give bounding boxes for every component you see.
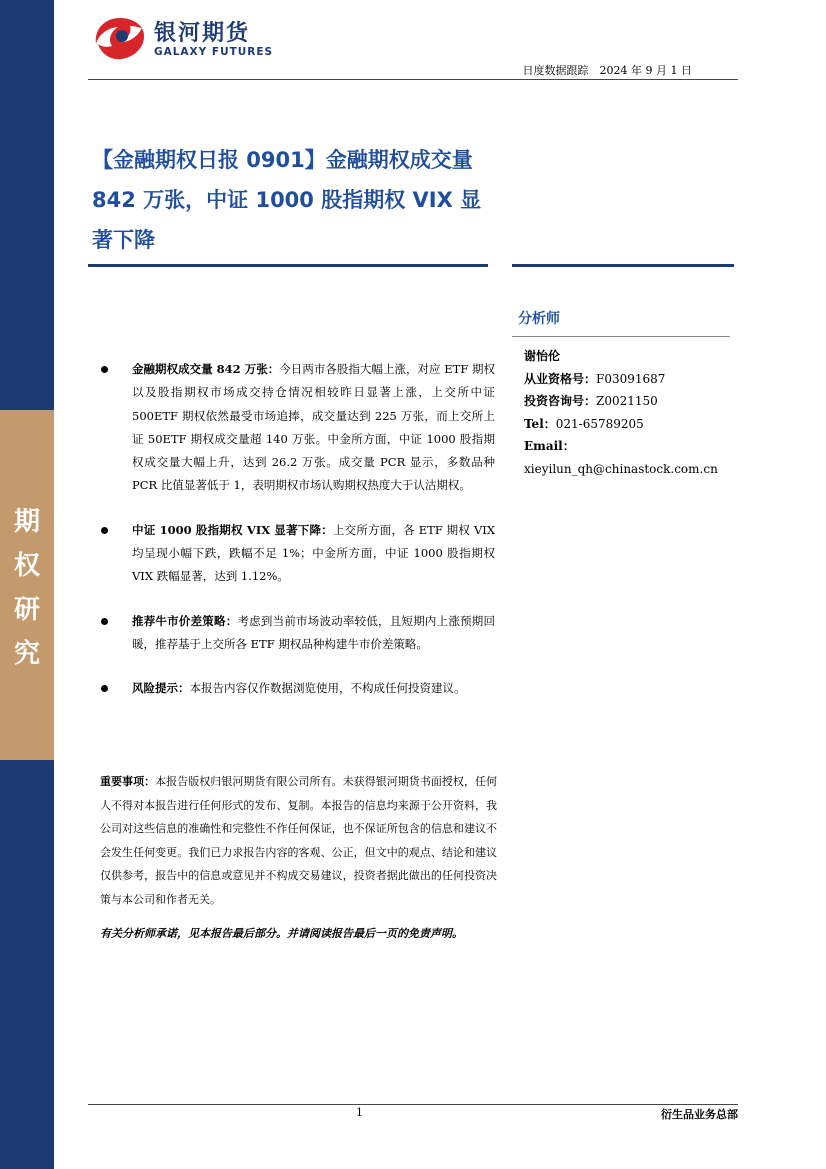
bullet-dot-icon (101, 685, 108, 692)
sidebar-char: 权 (13, 551, 40, 581)
galaxy-logo-icon (92, 14, 148, 64)
notice-label: 重要事项： (100, 775, 156, 788)
bullet-item (100, 677, 495, 700)
footer-department: 衍生品业务总部 (661, 1108, 738, 1121)
analyst-name: 谢怡伦 (524, 349, 561, 363)
header-divider (88, 79, 738, 80)
title-underline (88, 264, 488, 267)
analyst-commitment-note: 有关分析师承诺，见本报告最后部分。并请阅读报告最后一页的免责声明。 (100, 927, 463, 940)
bullet-item (100, 610, 495, 657)
bullet-text: 考虑到当前市场波动率较低，且短期内上涨预期回暖，推荐基于上交所各 ETF 期权品种构建牛市价差策略。 (132, 613, 496, 651)
email-label: Email (524, 439, 563, 453)
bullet-dot-icon (101, 366, 108, 373)
bullet-label: 中证 1000 股指期权 VIX 显著下降： (132, 522, 333, 537)
bullet-dot-icon (101, 527, 108, 534)
page-number: 1 (356, 1106, 363, 1119)
bullet-label: 风险提示： (132, 681, 190, 696)
important-notice (100, 770, 497, 911)
bullet-label: 推荐牛市价差策略： (132, 613, 238, 628)
qual-value: F03091687 (596, 371, 666, 386)
sidebar-char: 研 (13, 595, 40, 625)
analyst-email-label-row: Email： (524, 439, 575, 453)
title-underline-right (512, 264, 734, 267)
analyst-invest-id: 投资咨询号：Z0021150 (524, 394, 658, 408)
logo (92, 14, 292, 64)
bullet-text: 本报告内容仅作数据浏览使用，不构成任何投资建议。 (189, 681, 466, 696)
bullet-label: 金融期权成交量 842 万张： (132, 362, 280, 376)
sidebar-char: 究 (13, 639, 40, 669)
invest-value: Z0021150 (596, 394, 658, 408)
bullet-item (100, 358, 495, 498)
qual-label: 从业资格号 (524, 371, 585, 386)
notice-text: 本报告版权归银河期货有限公司所有。未获得银河期货书面授权，任何人不得对本报告进行任何形式的发布、复制。本报告的信息均来源于公开资料，我公司对这些信息的准确性和完整性不作任何保证，也不保证所包含的信息和建议不会发生任何变更。我们已力求报告内容的客观、公正，但文中的观点、结论和建议仅供参考，报告中的信息或意见并不构成交易建议，投资者据此做出的任何投资决策与本公司和作者无关。 (100, 775, 498, 906)
analyst-tel: Tel：021-65789205 (524, 416, 644, 431)
logo-text-cn: 银河期货 (154, 21, 251, 46)
bullet-item (100, 519, 495, 589)
analyst-divider (512, 336, 730, 337)
sidebar-char: 期 (13, 507, 40, 537)
tel-label: Tel (524, 416, 544, 431)
sidebar-label (0, 500, 54, 676)
analyst-header: 分析师 (518, 311, 560, 327)
logo-text-en: GALAXY FUTURES (154, 46, 274, 58)
footer-divider (88, 1104, 738, 1105)
page-title: 【金融期权日报 0901】金融期权成交量 842 万张，中证 1000 股指期权 VIX 显著下降 (92, 148, 482, 252)
header-date: 日度数据跟踪 2024 年 9 月 1 日 (522, 64, 692, 77)
invest-label: 投资咨询号 (524, 394, 585, 408)
bullet-dot-icon (101, 618, 108, 625)
summary-bullets (100, 358, 495, 722)
tel-value: 021-65789205 (555, 416, 644, 431)
bullet-text: 上交所方面，各 ETF 期权 VIX 均呈现小幅下跌，跌幅不足 1%；中金所方面，中证 1000 股指期权 VIX 跌幅显著，达到 1.12%。 (132, 522, 496, 584)
analyst-info (524, 345, 718, 480)
bullet-text: 今日两市各股指大幅上涨，对应 ETF 期权以及股指期权市场成交持仓情况相较昨日显著上涨，上交所中证 500ETF 期权依然最受市场追捧，成交量达到 225 万张，而上交所上证 50ETF 期权成交量超 140 万张。中金所方面，中证 1000 股指期权成交量大幅上升，达到 26.2 万张。成交量 PCR 显示，多数品种 PCR 比值显著低于 1，表明期权市场认购期权热度大于认沽期权。 (132, 362, 496, 493)
analyst-email[interactable]: xieyilun_qh@chinastock.com.cn (524, 461, 718, 476)
analyst-qualification: 从业资格号：F03091687 (524, 371, 666, 386)
